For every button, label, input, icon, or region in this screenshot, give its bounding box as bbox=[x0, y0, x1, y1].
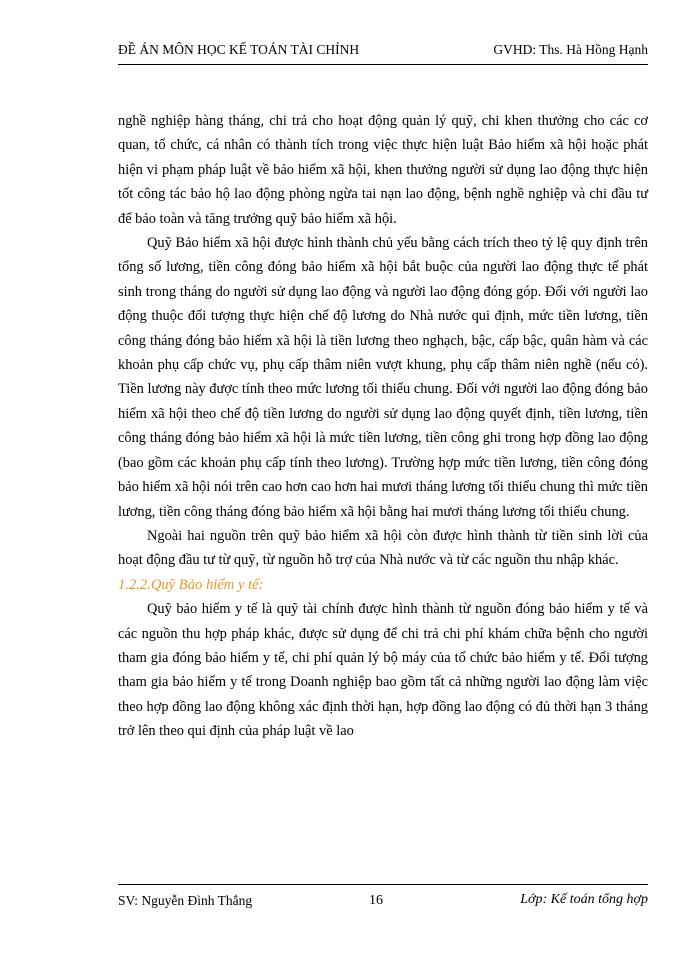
footer-student: SV: Nguyễn Đình Thắng bbox=[118, 893, 253, 908]
page-body bbox=[118, 109, 648, 744]
page-header bbox=[118, 38, 648, 65]
paragraph-fund-formation: Quỹ Bảo hiểm xã hội được hình thành chủ yếu bằng cách trích theo tỷ lệ quy định trên tổng số lương, tiền công đóng bảo hiểm xã hội bắt buộc của người lao động thực tế phát sinh trong tháng do người sử dụng lao động và người lao động đóng góp. Đối với người lao động thuộc đối tượng thực hiện chế độ lương do Nhà nước qui định, mức tiền lương, tiền công tháng đóng bảo hiểm xã hội là tiền lương theo nghạch, bậc, cấp bậc, quân hàm và các khoản phụ cấp chức vụ, phụ cấp thâm niên vượt khung, phụ cấp thâm niên nghề (nếu có). Tiền lương này được tính theo mức lương tối thiểu chung. Đối với người lao động đóng bảo hiểm xã hội theo chế độ tiền lương do người sử dụng lao động quyết định, tiền lương, tiền công tháng đóng bảo hiểm xã hội là mức tiền lương, tiền công ghi trong hợp đồng lao động (bao gồm các khoản phụ cấp tính theo lương). Trường hợp mức tiền lương, tiền công đóng bảo hiểm xã hội nói trên cao hơn cao hơn hai mươi tháng lương tối thiểu chung thì mức tiền lương, tiền công tháng đóng bảo hiểm xã hội bằng hai mươi tháng lương tối thiểu chung. bbox=[118, 235, 648, 520]
paragraph-other-sources: Ngoài hai nguồn trên quỹ bảo hiểm xã hội còn được hình thành từ tiền sinh lời của hoạt động đầu tư từ quỹ, từ nguồn hỗ trợ của Nhà nước và từ các nguồn thu nhập khác. bbox=[118, 527, 648, 569]
paragraph-continuation: nghề nghiệp hàng tháng, chi trả cho hoạt động quản lý quỹ, chi khen thưởng cho các cơ quan, tổ chức, cá nhân có thành tích trong việc thực hiện luật Bảo hiểm xã hội hoặc phát hiện vi phạm pháp luật về bảo hiểm xã hội, khen thưởng người sử dụng lao động thực hiện tốt công tác bảo hộ lao động phòng ngừa tai nạn lao động, bệnh nghề nghiệp và chi đầu tư để bảo toàn và tăng trưởng quỹ bảo hiểm xã hội. bbox=[118, 113, 648, 227]
header-course-title: ĐỀ ÁN MÔN HỌC KẾ TOÁN TÀI CHÍNH bbox=[118, 42, 360, 57]
page-number: 16 bbox=[369, 893, 383, 908]
footer-class: Lớp: Kế toán tổng hợp bbox=[520, 892, 648, 907]
header-instructor: GVHD: Ths. Hà Hồng Hạnh bbox=[493, 42, 648, 57]
section-heading: 1.2.2.Quỹ Bảo hiểm y tế: bbox=[118, 576, 264, 593]
page-footer bbox=[118, 884, 648, 911]
paragraph-health-insurance: Quỹ bảo hiểm y tế là quỹ tài chính được hình thành từ nguồn đóng bảo hiểm y tế và các nguồn thu hợp pháp khác, được sử dụng để chi trả chi phí khám chữa bệnh cho người tham gia đóng bảo hiểm y tế, chi phí quản lý bộ máy của tổ chức bảo hiểm y tế. Đối tượng tham gia bảo hiểm y tế trong Doanh nghiệp bao gồm tất cả những người lao động làm việc theo hợp đồng lao động không xác định thời hạn, hợp đồng lao động có đủ thời hạn 3 tháng trở lên theo qui định của pháp luật về lao bbox=[118, 601, 648, 740]
